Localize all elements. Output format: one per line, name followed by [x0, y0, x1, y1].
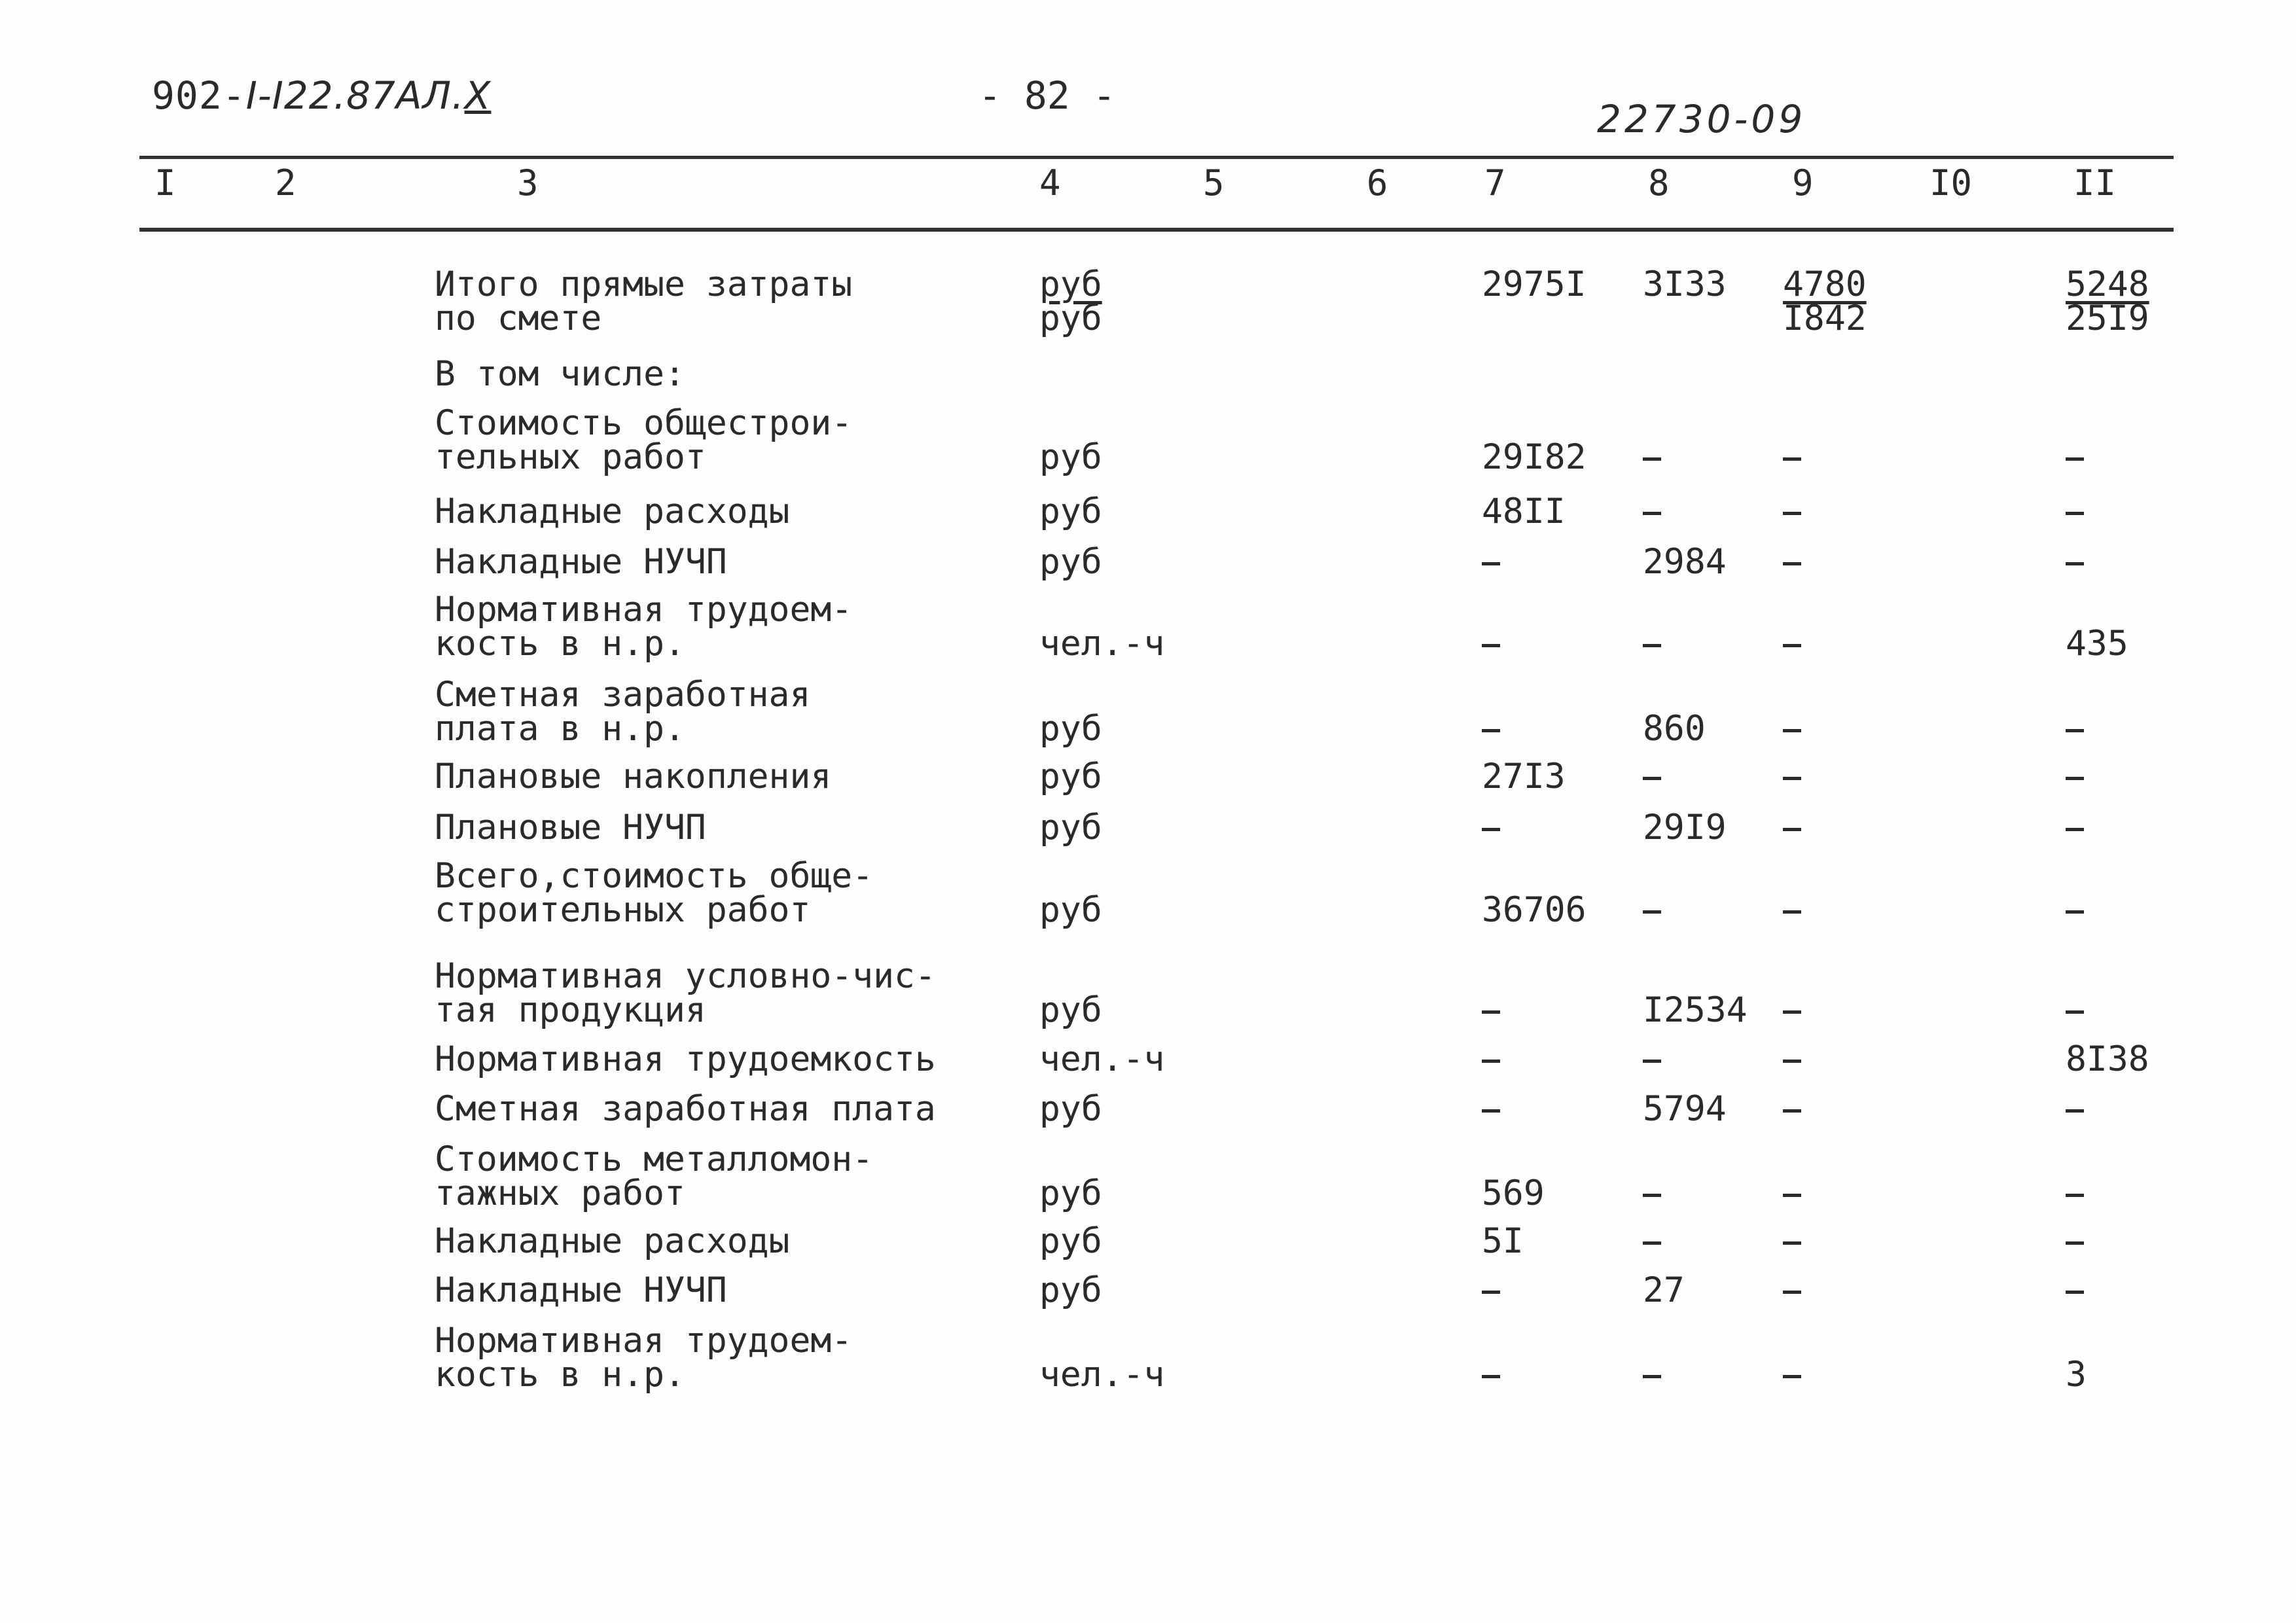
row-label: Нормативная трудоемкость: [435, 1039, 936, 1079]
column-number-4: 4: [1039, 162, 1061, 204]
page-number: - 82 -: [978, 73, 1116, 118]
dash-mark: [2066, 457, 2084, 461]
dash-mark: [1783, 1010, 1801, 1014]
row-label: Плановые НУЧП: [435, 808, 706, 847]
col11-cell: [2066, 1092, 2084, 1127]
col9-cell: [1783, 810, 1801, 846]
col11-cell: [2066, 494, 2084, 529]
dash-mark: [1482, 1060, 1500, 1063]
row-label: Итого прямые затраты: [435, 264, 853, 304]
dash-mark: [1482, 828, 1500, 831]
col8-cell: [1643, 440, 1661, 475]
row-label: Нормативная трудоем-: [435, 590, 853, 630]
col9-cell: [1783, 1273, 1801, 1308]
unit-cell: чел.-ч: [1039, 624, 1165, 664]
column-number-5: 5: [1203, 162, 1225, 204]
column-number-10: I0: [1929, 162, 1973, 204]
header-top-rule: [139, 156, 2174, 159]
col8-cell: [1643, 626, 1661, 662]
dash-mark: [1783, 512, 1801, 515]
dash-mark: [2066, 1291, 2084, 1294]
col7-cell: [1482, 1042, 1500, 1077]
dash-mark: [1643, 1060, 1661, 1063]
col9-cell: [1783, 1042, 1801, 1077]
code-prefix: 902-: [152, 73, 246, 118]
col11-cell: [2066, 711, 2084, 747]
dash-mark: [1482, 1010, 1500, 1014]
col8-cell: [1643, 759, 1661, 794]
col7-cell: 2975I: [1482, 264, 1587, 304]
dash-mark: [1643, 1375, 1661, 1378]
row-label: Накладные расходы: [435, 491, 790, 531]
col7-cell: [1482, 810, 1500, 846]
col7-cell: 29I82: [1482, 437, 1587, 477]
dash-mark: [1643, 457, 1661, 461]
unit-cell: руб: [1039, 437, 1102, 477]
dash-mark: [1783, 1375, 1801, 1378]
unit-cell: руб: [1039, 1270, 1102, 1310]
col11-cell: [2066, 993, 2084, 1028]
dash-mark: [2066, 1194, 2084, 1197]
col7-cell: [1482, 993, 1500, 1028]
column-number-2: 2: [275, 162, 296, 204]
document-code: [152, 73, 491, 118]
row-label: Сметная заработная: [435, 675, 811, 715]
unit-cell: руб: [1039, 1089, 1102, 1129]
code-handwritten: I-I22.87АЛ.: [245, 73, 465, 118]
row-label: Стоимость металломон-: [435, 1139, 874, 1179]
dash-mark: [1783, 457, 1801, 461]
col8-cell: [1643, 494, 1661, 529]
col7-cell: 36706: [1482, 890, 1587, 930]
dash-mark: [2066, 1109, 2084, 1113]
dash-mark: [1482, 562, 1500, 565]
column-number-1: I: [154, 162, 176, 204]
dash-mark: [1783, 1291, 1801, 1294]
col9-cell: I842: [1783, 298, 1867, 338]
col11-cell: 3: [2066, 1355, 2087, 1395]
header-bottom-rule: [139, 228, 2174, 232]
dash-mark: [2066, 828, 2084, 831]
dash-mark: [1783, 828, 1801, 831]
col7-cell: [1482, 1273, 1500, 1308]
dash-mark: [1643, 644, 1661, 647]
dash-mark: [2066, 1241, 2084, 1245]
dash-mark: [1643, 1241, 1661, 1245]
col9-cell: [1783, 440, 1801, 475]
col11-cell: 25I9: [2066, 298, 2149, 338]
dash-mark: [1783, 1109, 1801, 1113]
col11-cell: [2066, 1224, 2084, 1259]
dash-mark: [1783, 1060, 1801, 1063]
dash-mark: [1783, 777, 1801, 780]
row-label: тажных работ: [435, 1173, 685, 1213]
dash-mark: [1482, 1375, 1500, 1378]
col8-cell: I2534: [1643, 990, 1748, 1030]
column-number-8: 8: [1648, 162, 1670, 204]
col7-cell: [1482, 1357, 1500, 1393]
dash-mark: [2066, 512, 2084, 515]
col9-cell: [1783, 711, 1801, 747]
col9-cell: [1783, 993, 1801, 1028]
col8-cell: [1643, 1176, 1661, 1211]
unit-cell: чел.-ч: [1039, 1039, 1165, 1079]
unit-cell: руб: [1039, 542, 1102, 582]
dash-mark: [1643, 1194, 1661, 1197]
dash-mark: [2066, 910, 2084, 914]
col8-cell: 860: [1643, 709, 1706, 749]
col9-cell: [1783, 494, 1801, 529]
column-number-3: 3: [517, 162, 539, 204]
dash-mark: [2066, 1010, 2084, 1014]
row-label: Накладные НУЧП: [435, 1270, 727, 1310]
dash-mark: [1643, 512, 1661, 515]
unit-cell: руб: [1039, 298, 1102, 338]
col7-cell: 5I: [1482, 1221, 1524, 1261]
col11-cell: 435: [2066, 624, 2128, 664]
col7-cell: [1482, 711, 1500, 747]
dash-mark: [2066, 777, 2084, 780]
dash-mark: [1783, 644, 1801, 647]
dash-mark: [1783, 1194, 1801, 1197]
row-label: плата в н.р.: [435, 709, 685, 749]
dash-mark: [1482, 1291, 1500, 1294]
row-label: Всего,стоимость обще-: [435, 856, 874, 896]
unit-cell: руб: [1039, 1173, 1102, 1213]
col7-cell: 48II: [1482, 491, 1566, 531]
unit-cell: руб: [1039, 808, 1102, 847]
col7-cell: [1482, 1092, 1500, 1127]
unit-cell: руб: [1039, 709, 1102, 749]
col9-cell: [1783, 759, 1801, 794]
column-number-9: 9: [1792, 162, 1814, 204]
col9-cell: [1783, 1224, 1801, 1259]
col8-cell: [1643, 893, 1661, 928]
col11-cell: 5248: [2066, 264, 2149, 304]
col8-cell: 29I9: [1643, 808, 1727, 847]
unit-cell: руб: [1039, 890, 1102, 930]
unit-cell: руб: [1039, 1221, 1102, 1261]
unit-cell: руб: [1039, 757, 1102, 796]
dash-mark: [2066, 729, 2084, 732]
col9-cell: [1783, 544, 1801, 580]
row-label: Накладные расходы: [435, 1221, 790, 1261]
column-number-7: 7: [1484, 162, 1506, 204]
row-label: Плановые накопления: [435, 757, 832, 796]
row-label: Нормативная трудоем-: [435, 1321, 853, 1361]
col7-cell: 27I3: [1482, 757, 1566, 796]
col8-cell: [1643, 1357, 1661, 1393]
row-label: Нормативная условно-чис-: [435, 956, 936, 996]
dash-mark: [1783, 562, 1801, 565]
document-number: 22730-09: [1597, 97, 1806, 141]
code-part: X: [464, 73, 492, 118]
row-label: тая продукция: [435, 990, 706, 1030]
col8-cell: 3I33: [1643, 264, 1727, 304]
row-label: кость в н.р.: [435, 1355, 685, 1395]
column-number-11: II: [2073, 162, 2117, 204]
row-label: строительных работ: [435, 890, 811, 930]
col11-cell: [2066, 1273, 2084, 1308]
dash-mark: [1783, 910, 1801, 914]
row-label: Сметная заработная плата: [435, 1089, 936, 1129]
col7-cell: [1482, 626, 1500, 662]
col8-cell: [1643, 1224, 1661, 1259]
row-label: Накладные НУЧП: [435, 542, 727, 582]
col11-cell: [2066, 544, 2084, 580]
col8-cell: [1643, 1042, 1661, 1077]
row-label: по смете: [435, 298, 602, 338]
col7-cell: 569: [1482, 1173, 1545, 1213]
col9-cell: [1783, 1176, 1801, 1211]
row-label: кость в н.р.: [435, 624, 685, 664]
unit-cell: чел.-ч: [1039, 1355, 1165, 1395]
dash-mark: [1643, 777, 1661, 780]
col8-cell: 27: [1643, 1270, 1685, 1310]
dash-mark: [1643, 910, 1661, 914]
dash-mark: [1783, 1241, 1801, 1245]
row-label: тельных работ: [435, 437, 706, 477]
col11-cell: [2066, 759, 2084, 794]
dash-mark: [1482, 729, 1500, 732]
col9-cell: [1783, 1357, 1801, 1393]
col11-cell: [2066, 810, 2084, 846]
col9-cell: [1783, 626, 1801, 662]
column-number-6: 6: [1367, 162, 1388, 204]
col8-cell: 5794: [1643, 1089, 1727, 1129]
dash-mark: [2066, 562, 2084, 565]
dash-mark: [1783, 729, 1801, 732]
dash-mark: [1482, 1109, 1500, 1113]
col11-cell: [2066, 440, 2084, 475]
dash-mark: [1482, 644, 1500, 647]
col8-cell: 2984: [1643, 542, 1727, 582]
col11-cell: 8I38: [2066, 1039, 2149, 1079]
col9-cell: [1783, 893, 1801, 928]
row-label: В том числе:: [435, 354, 685, 394]
col7-cell: [1482, 544, 1500, 580]
col9-cell: 4780: [1783, 264, 1867, 304]
unit-cell: руб: [1039, 990, 1102, 1030]
row-label: Стоимость общестрои-: [435, 403, 853, 443]
unit-cell: руб: [1039, 491, 1102, 531]
col11-cell: [2066, 893, 2084, 928]
col9-cell: [1783, 1092, 1801, 1127]
unit-cell: руб: [1039, 264, 1102, 304]
col11-cell: [2066, 1176, 2084, 1211]
